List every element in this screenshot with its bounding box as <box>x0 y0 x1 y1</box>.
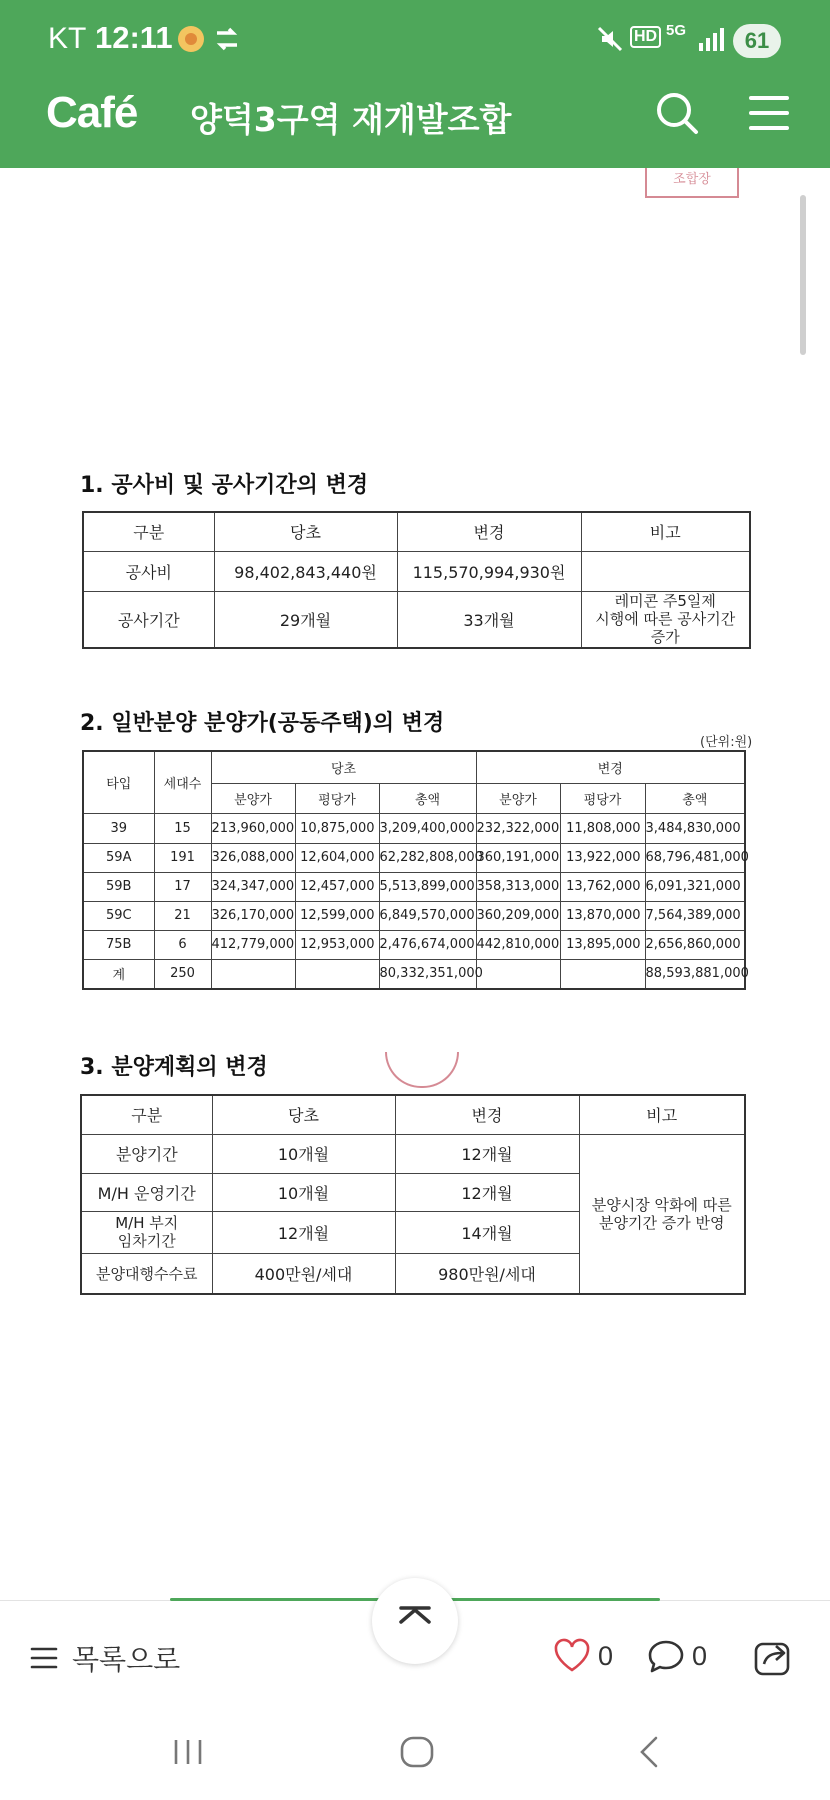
note-line: 시행에 따른 공사기간 <box>595 610 736 629</box>
cell-value: 326,088,000 <box>211 843 295 872</box>
cell-before: 98,402,843,440원 <box>214 551 397 591</box>
table-header: 구분 <box>83 512 214 551</box>
table-header: 당초 <box>211 751 476 783</box>
search-icon[interactable] <box>654 90 700 136</box>
note-line: 증가 <box>650 628 680 647</box>
cell-value: 12,604,000 <box>295 843 379 872</box>
cell-empty <box>211 959 295 989</box>
share-button[interactable] <box>752 1636 794 1678</box>
cell-value: 88,593,881,000 <box>645 959 745 989</box>
table-header: 총액 <box>645 783 745 813</box>
cell-households: 21 <box>154 901 211 930</box>
note-line: 레미콘 주5일제 <box>614 592 716 611</box>
cell-value: 10,875,000 <box>295 813 379 843</box>
cell-households: 6 <box>154 930 211 959</box>
cell-value: 3,209,400,000 <box>379 813 476 843</box>
cell-value: 5,513,899,000 <box>379 872 476 901</box>
table-row <box>83 930 745 959</box>
like-button[interactable] <box>552 1636 613 1676</box>
cell-value: 62,282,808,000 <box>379 843 476 872</box>
cell-empty <box>476 959 560 989</box>
table-row <box>83 843 745 872</box>
chevron-up-icon <box>372 1578 458 1664</box>
carrier-label: KT <box>48 22 87 55</box>
mute-icon <box>595 24 625 58</box>
back-icon[interactable] <box>630 1732 670 1776</box>
cell-before: 10개월 <box>212 1134 395 1173</box>
menu-icon[interactable] <box>746 90 792 136</box>
back-to-list-button[interactable] <box>30 1638 180 1678</box>
cell-before: 10개월 <box>212 1173 395 1211</box>
cell-type: 59A <box>83 843 154 872</box>
cell-value: 360,191,000 <box>476 843 560 872</box>
notification-app-icon <box>176 24 206 58</box>
app-header <box>0 0 830 168</box>
list-icon <box>30 1644 58 1672</box>
label-line: 임차기간 <box>117 1232 176 1250</box>
cell-after: 12개월 <box>395 1173 579 1211</box>
signal-icon <box>696 24 726 58</box>
cell-type: 계 <box>83 959 154 989</box>
comment-count: 0 <box>692 1640 708 1671</box>
cell-value: 13,870,000 <box>560 901 645 930</box>
cell-value: 7,564,389,000 <box>645 901 745 930</box>
cell-value: 80,332,351,000 <box>379 959 476 989</box>
table-header: 평당가 <box>295 783 379 813</box>
cell-value: 12,457,000 <box>295 872 379 901</box>
table-header: 분양가 <box>476 783 560 813</box>
table-header: 당초 <box>214 512 397 551</box>
cell-note <box>581 551 750 591</box>
table-header: 비고 <box>581 512 750 551</box>
recent-apps-icon[interactable] <box>168 1732 208 1776</box>
table-header: 분양가 <box>211 783 295 813</box>
back-to-list-label: 목록으로 <box>72 1643 181 1676</box>
cost-period-table <box>82 511 751 649</box>
share-icon <box>752 1636 794 1678</box>
row-label: 공사기간 <box>83 591 214 648</box>
note-line: 분양기간 증가 반영 <box>599 1213 725 1232</box>
scroll-to-top-button[interactable] <box>372 1578 458 1664</box>
like-count: 0 <box>598 1640 614 1671</box>
comment-icon <box>646 1636 686 1676</box>
cell-value: 2,476,674,000 <box>379 930 476 959</box>
table-header: 비고 <box>579 1095 745 1134</box>
seal-stamp: 조합장 <box>645 168 739 198</box>
cell-type: 39 <box>83 813 154 843</box>
cell-value: 232,322,000 <box>476 813 560 843</box>
cell-value: 6,091,321,000 <box>645 872 745 901</box>
cafe-title[interactable]: 양덕3구역 재개발조합 <box>190 100 512 139</box>
cell-value: 2,656,860,000 <box>645 930 745 959</box>
cell-value: 324,347,000 <box>211 872 295 901</box>
cell-value: 12,953,000 <box>295 930 379 959</box>
cell-note <box>579 1134 745 1294</box>
table-header: 구분 <box>81 1095 212 1134</box>
cell-households: 15 <box>154 813 211 843</box>
cell-after: 14개월 <box>395 1211 579 1253</box>
table-header: 변경 <box>397 512 581 551</box>
cell-before: 400만원/세대 <box>212 1253 395 1294</box>
table-header: 변경 <box>395 1095 579 1134</box>
row-label: 분양기간 <box>81 1134 212 1173</box>
cell-value: 360,209,000 <box>476 901 560 930</box>
row-label: 분양대행수수료 <box>81 1253 212 1294</box>
cell-value: 3,484,830,000 <box>645 813 745 843</box>
cell-type: 59C <box>83 901 154 930</box>
cell-value: 6,849,570,000 <box>379 901 476 930</box>
table-row <box>83 872 745 901</box>
cell-after: 115,570,994,930원 <box>397 551 581 591</box>
cell-value: 13,762,000 <box>560 872 645 901</box>
clock: 12:11 <box>95 20 173 55</box>
transfer-icon <box>212 24 242 58</box>
heart-icon <box>552 1636 592 1676</box>
status-bar <box>0 0 830 82</box>
cell-empty <box>560 959 645 989</box>
cell-after: 12개월 <box>395 1134 579 1173</box>
cell-households: 191 <box>154 843 211 872</box>
home-icon[interactable] <box>397 1732 437 1776</box>
table-header: 당초 <box>212 1095 395 1134</box>
row-label <box>81 1211 212 1253</box>
cell-value: 13,895,000 <box>560 930 645 959</box>
cell-value: 68,796,481,000 <box>645 843 745 872</box>
table-header: 평당가 <box>560 783 645 813</box>
row-label: M/H 운영기간 <box>81 1173 212 1211</box>
cell-empty <box>295 959 379 989</box>
note-line: 분양시장 악화에 따른 <box>591 1195 732 1214</box>
cell-note <box>581 591 750 648</box>
cell-type: 59B <box>83 872 154 901</box>
cell-value: 442,810,000 <box>476 930 560 959</box>
unit-label: (단위:원) <box>700 735 753 750</box>
cell-households: 17 <box>154 872 211 901</box>
cell-value: 11,808,000 <box>560 813 645 843</box>
table-header: 변경 <box>476 751 745 783</box>
cell-households: 250 <box>154 959 211 989</box>
cell-before: 12개월 <box>212 1211 395 1253</box>
comment-button[interactable] <box>646 1636 707 1676</box>
cell-value: 358,313,000 <box>476 872 560 901</box>
section2-title: 2. 일반분양 분양가(공동주택)의 변경 <box>80 711 445 736</box>
battery-indicator: 61 <box>733 24 781 58</box>
section1-title: 1. 공사비 및 공사기간의 변경 <box>80 473 369 498</box>
section3-title: 3. 분양계획의 변경 <box>80 1055 268 1080</box>
cell-before: 29개월 <box>214 591 397 648</box>
cell-value: 213,960,000 <box>211 813 295 843</box>
table-row <box>83 901 745 930</box>
table-header: 타입 <box>83 751 154 813</box>
cell-after: 980만원/세대 <box>395 1253 579 1294</box>
label-line: M/H 부지 <box>115 1214 179 1232</box>
table-row <box>83 813 745 843</box>
sales-plan-table <box>80 1094 746 1295</box>
row-label: 공사비 <box>83 551 214 591</box>
sale-price-table <box>82 750 749 990</box>
scrollbar-thumb[interactable] <box>800 195 806 355</box>
cell-after: 33개월 <box>397 591 581 648</box>
hd-voice-icon: HD <box>630 26 661 48</box>
table-header: 총액 <box>379 783 476 813</box>
network-5g-icon: 5G <box>666 22 687 39</box>
table-header: 세대수 <box>154 751 211 813</box>
cafe-logo[interactable]: Café <box>46 88 138 137</box>
total-row <box>83 959 745 989</box>
cell-value: 13,922,000 <box>560 843 645 872</box>
cell-type: 75B <box>83 930 154 959</box>
cell-value: 12,599,000 <box>295 901 379 930</box>
cell-value: 326,170,000 <box>211 901 295 930</box>
cell-value: 412,779,000 <box>211 930 295 959</box>
